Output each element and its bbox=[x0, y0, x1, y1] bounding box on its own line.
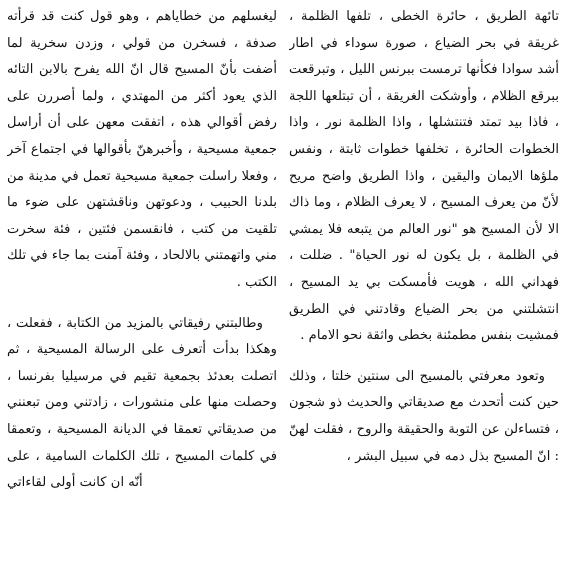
paragraph: وطالبتني رفيقاتي بالمزيد من الكتابة ، ففعلت ، وهكذا بدأت أتعرف على الرسالة المسيحية ، ثم اتصلت بعدئذ بجمعية تقيم في مرسيليا بفرنسا ، وحصلت منها على منشورات ، زادتني ومن تبعنني من صديقاتي تعمقا في الديانة المسيحية ، وتعمقا في كلمات المسيح ، تلك الكلمات السامية ، على أنّه ان كانت أولى لقاءاتي bbox=[7, 315, 277, 491]
text-column-right bbox=[289, 4, 559, 583]
paragraph: وتعود معرفتي بالمسيح الى سنتين خلتا ، وذلك حين كنت أتحدث مع صديقاتي والحديث ذو شجون ، فتساءلن عن التوبة والحقيقة والروح ، فقلت لهنّ : انّ المسيح بذل دمه في سبيل البشر ، bbox=[289, 368, 559, 464]
text-column-left bbox=[7, 4, 277, 583]
paragraph: تائهة الطريق ، حائرة الخطى ، تلفها الظلمة ، غريقة في بحر الضياع ، صورة سوداء في اطار أشد سوادا فكأنها ترمست ببرنس الليل ، وتبرقعت ببرقع الظلام ، وأوشكت الغريقة ، أن تبتلعها اللجة ، فاذا بيد تمتد فتنتشلها ، واذا الظلمة نور ، واذا الخطوات الحائرة ، تخلفها خطوات ثابتة ، ونفس ملؤها الايمان واليقين ، واذا الطريق واضح مريح لأنّ من يعرف المسيح ، لا يعرف الظلام ، وما ذاك الا لأن المسيح هو "نور العالم من يتبعه فلا يمشي في الظلمة ، بل يكون له نور الحياة" . ضللت ، فهداني الله ، هويت فأمسكت بي يد المسيح ، انتشلتني من بحر الضياع وقادتني في الطريق فمشيت بنفس مطمئنة بخطى واثقة نحو الامام . bbox=[289, 9, 559, 344]
paragraph: ليغسلهم من خطاياهم ، وهو قول كنت قد قرأته صدفة ، فسخرن من قولي ، وزدن سخرية لما أضفت بأنّ المسيح قال انّ الله يفرح بالابن التائه الذي يعود أكثر من المهتدي ، ولما أصررن على رفض أقوالي هذه ، اتفقت معهن على أن أراسل جمعية مسيحية ، وأخبرهنّ بأقوالها في اجتماع آخر ، وفعلا راسلت جمعية مسيحية تعمل في مدينة من بلدنا الحبيب ، ودعوتهن وناقشتهن على ضوء ما تلقيت من كتب ، فانقسمن فئتين ، فئة سخرت مني واتهمتني بالالحاد ، وفئة آمنت بما جاء في تلك الكتب . bbox=[7, 9, 277, 290]
